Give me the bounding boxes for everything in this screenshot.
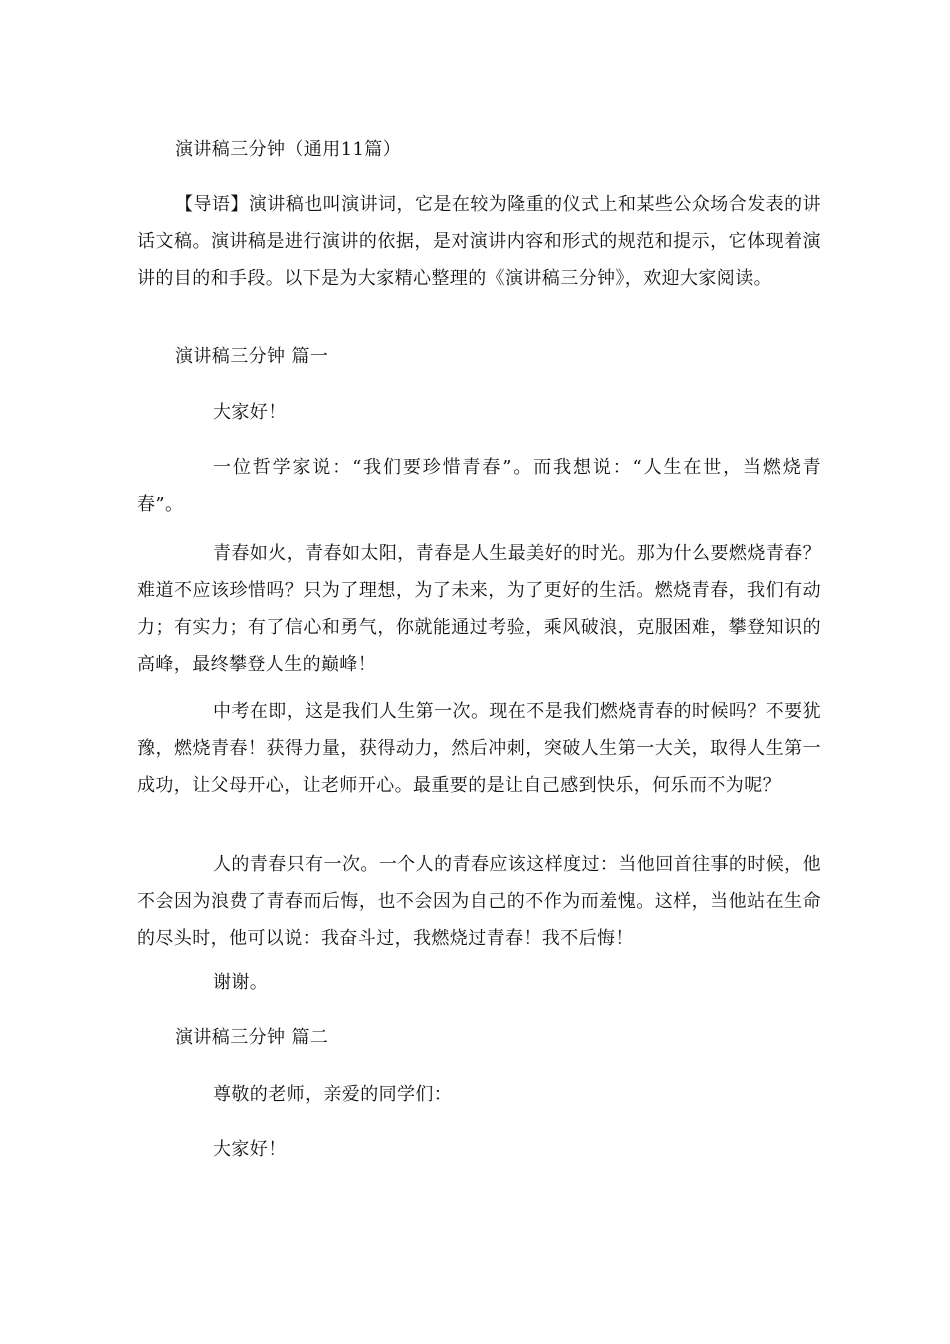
section-heading-2: 演讲稿三分钟 篇二 xyxy=(175,1027,329,1048)
greeting-1: 大家好！ xyxy=(213,402,287,423)
greeting-2: 大家好！ xyxy=(213,1139,287,1160)
salutation: 尊敬的老师，亲爱的同学们： xyxy=(213,1084,453,1105)
paragraph-3: 中考在即，这是我们人生第一次。现在不是我们燃烧青春的时候吗？不要犹豫，燃烧青春！获得力量，获得动力，然后冲刺，突破人生第一大关，取得人生第一成功，让父母开心，让老师开心。最重要的是让自己感到快乐，何乐而不为呢？ xyxy=(137,701,821,796)
paragraph-2: 青春如火，青春如太阳，青春是人生最美好的时光。那为什么要燃烧青春？难道不应该珍惜吗？只为了理想，为了未来，为了更好的生活。燃烧青春，我们有动力；有实力；有了信心和勇气，你就能通过考验，乘风破浪，克服困难，攀登知识的高峰，最终攀登人生的巅峰！ xyxy=(137,543,821,675)
intro-paragraph: 【导语】演讲稿也叫演讲词，它是在较为隆重的仪式上和某些公众场合发表的讲话文稿。演讲稿是进行演讲的依据，是对演讲内容和形式的规范和提示，它体现着演讲的目的和手段。以下是为大家精心整理的《演讲稿三分钟》，欢迎大家阅读。 xyxy=(137,194,821,289)
section-heading-1: 演讲稿三分钟 篇一 xyxy=(175,346,329,367)
document-title: 演讲稿三分钟（通用11篇） xyxy=(175,139,402,160)
paragraph-1: 一位哲学家说：“我们要珍惜青春”。而我想说：“人生在世，当燃烧青春”。 xyxy=(137,457,821,515)
paragraph-4: 人的青春只有一次。一个人的青春应该这样度过：当他回首往事的时候，他不会因为浪费了青春而后悔，也不会因为自己的不作为而羞愧。这样，当他站在生命的尽头时，他可以说：我奋斗过，我燃烧过青春！我不后悔！ xyxy=(137,854,821,949)
closing: 谢谢。 xyxy=(213,972,269,993)
